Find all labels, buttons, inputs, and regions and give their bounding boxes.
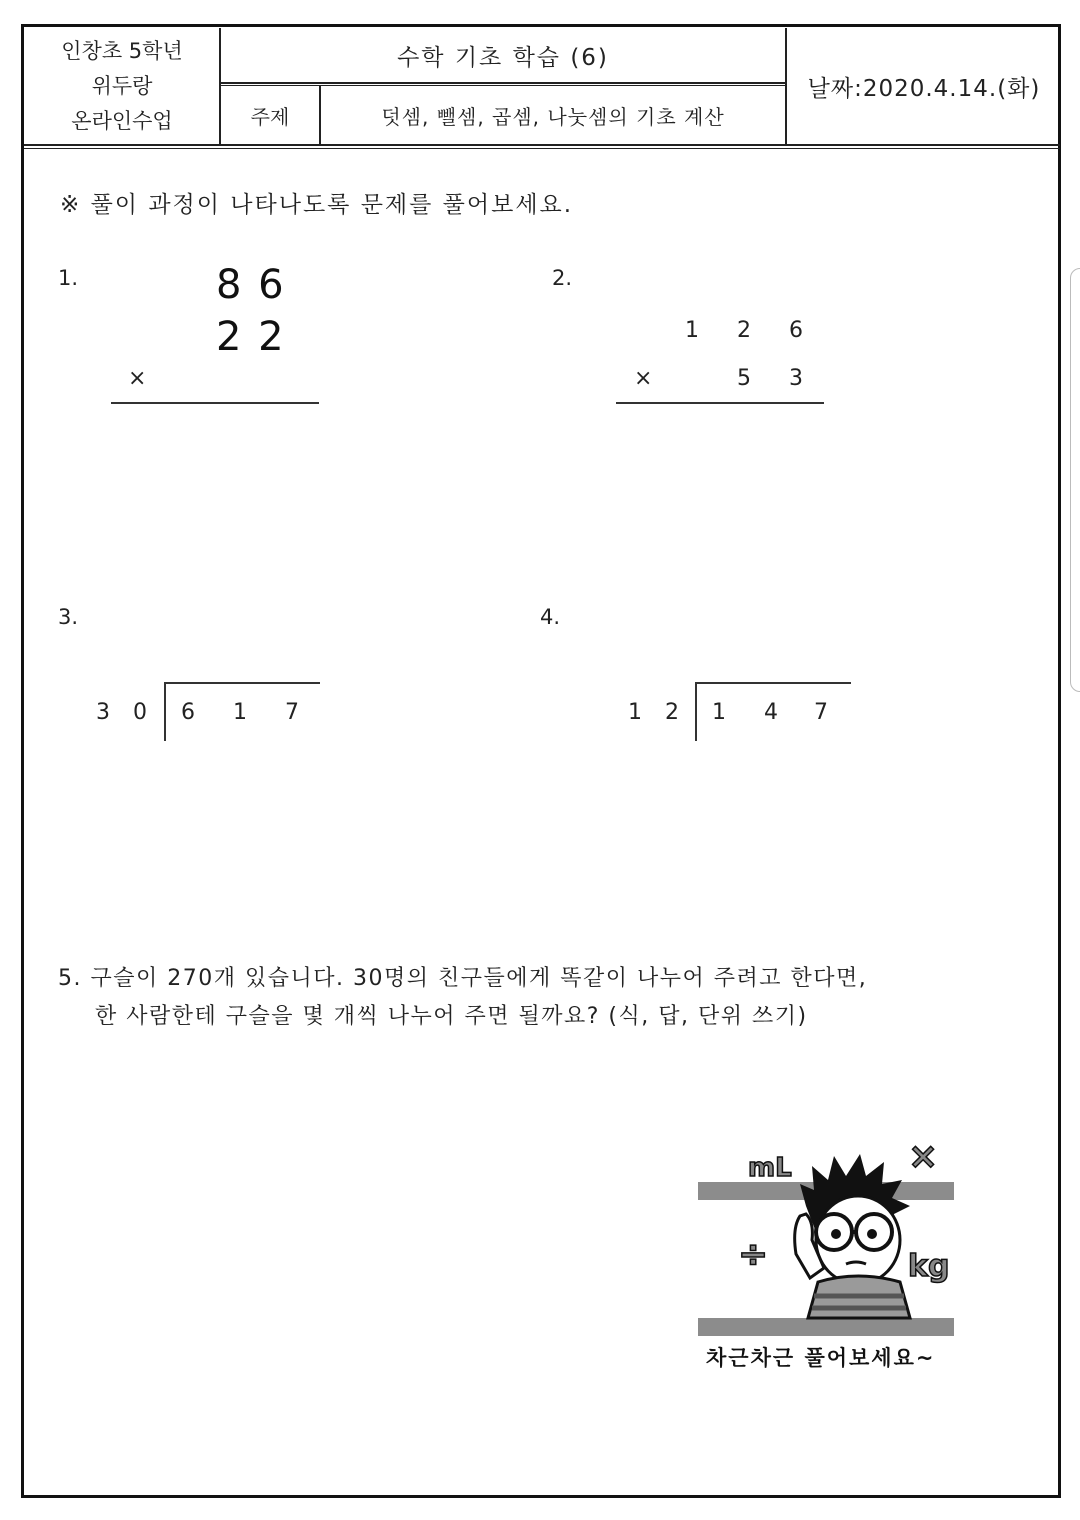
left-eye: [831, 1229, 841, 1239]
school-line-1: 인창초 5학년: [61, 38, 183, 63]
problem-3-dividend-digit-3: 7: [285, 700, 299, 725]
problem-3-number: 3.: [58, 605, 79, 629]
problem-4-number: 4.: [540, 605, 561, 629]
problem-3-dividend-digit-1: 6: [181, 700, 195, 725]
problem-2-top-digit-3: 6: [789, 318, 803, 343]
problem-3-division-bar: [164, 682, 320, 684]
instruction-text: ※ 풀이 과정이 나타나도록 문제를 풀어보세요.: [60, 192, 574, 218]
problem-5-line-1: 5. 구슬이 270개 있습니다. 30명의 친구들에게 똑같이 나누어 주려고 한다면,: [58, 966, 868, 991]
problem-3-divisor: 3 0: [96, 700, 155, 725]
problem-5-line-2: 한 사람한테 구슬을 몇 개씩 나누어 주면 될까요? (식, 답, 단위 쓰기): [95, 1004, 808, 1029]
problem-4-division-bracket: [695, 683, 697, 741]
date-text: 날짜:2020.4.14.(화): [807, 75, 1041, 102]
problem-3-division-bracket: [164, 683, 166, 741]
header-bottom-line-2: [24, 148, 1060, 149]
problem-4-division-bar: [695, 682, 851, 684]
problem-3-dividend-digit-2: 1: [233, 700, 247, 725]
worksheet-title: 수학 기초 학습 (6): [397, 44, 609, 71]
problem-2-times-sign: ×: [634, 366, 653, 391]
label-ml: mL: [748, 1153, 792, 1183]
problem-4-dividend-digit-3: 7: [814, 700, 828, 725]
header-mid-line: [221, 82, 785, 84]
label-divide: ÷: [738, 1234, 769, 1275]
problem-5-text: [58, 960, 867, 1036]
illustration-caption: 차근차근 풀어보세요~: [706, 1346, 936, 1370]
problem-2-bottom-digit-2: 3: [789, 366, 803, 391]
scroll-edge-indicator[interactable]: [1070, 268, 1080, 692]
problem-4-dividend-digit-2: 4: [764, 700, 778, 725]
problem-1-answer-line: [111, 402, 319, 404]
topic-label: 주제: [250, 104, 290, 129]
label-kg: kg: [908, 1249, 950, 1284]
header-divider-2: [785, 28, 787, 144]
problem-4-dividend-digit-1: 1: [712, 700, 726, 725]
problem-1-times-sign: ×: [128, 366, 147, 391]
problem-2-top-digit-2: 2: [737, 318, 751, 343]
problem-2-top-digit-1: 1: [685, 318, 699, 343]
problem-2-bottom-digit-1: 5: [737, 366, 751, 391]
school-info: [24, 28, 220, 144]
problem-2-number: 2.: [552, 266, 573, 290]
problem-2-answer-line: [616, 402, 824, 404]
bottom-stripe: [698, 1318, 954, 1336]
label-times: ×: [908, 1136, 939, 1177]
topic-text: 덧셈, 뺄셈, 곱셈, 나눗셈의 기초 계산: [381, 104, 725, 129]
right-eye: [867, 1229, 877, 1239]
study-boy-illustration: [696, 1136, 958, 1342]
header-bottom-line: [24, 144, 1060, 146]
problem-1-top-number: 8 6: [216, 262, 286, 308]
problem-4-divisor: 1 2: [628, 700, 687, 725]
school-line-2: 위두랑: [91, 73, 153, 98]
school-line-3: 온라인수업: [71, 108, 173, 133]
problem-1-number: 1.: [58, 266, 79, 290]
header-divider-3: [319, 86, 321, 144]
problem-1-bottom-number: 2 2: [216, 314, 286, 360]
